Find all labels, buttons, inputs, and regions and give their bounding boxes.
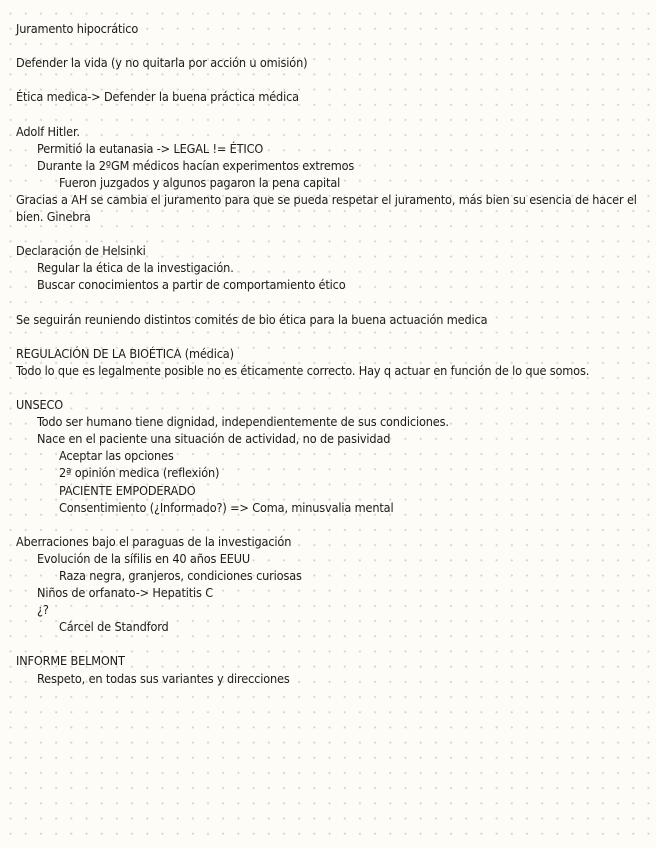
note-line: Niños de orfanato-> Hepatitis C (37, 585, 213, 601)
blank-line (16, 37, 642, 54)
note-line: Evolución de la sífilis en 40 años EEUU (37, 550, 251, 566)
blank-line (16, 635, 642, 652)
note-heading: INFORME BELMONT (16, 653, 125, 669)
note-line: Gracias a AH se cambia el juramento para que se pueda respetar el juramento, más bien su esencia de hacer el bien. Ginebra (16, 191, 641, 225)
blank-line (16, 105, 642, 122)
note-line: PACIENTE EMPODERADO (59, 482, 196, 498)
note-line: Fueron juzgados y algunos pagaron la pena capital (59, 174, 341, 190)
note-line: Ética medica-> Defender la buena práctica médica (16, 89, 299, 105)
note-line: Aceptar las opciones (59, 448, 174, 464)
note-heading: UNSECO (16, 397, 64, 413)
blank-line (16, 516, 642, 533)
note-title: Juramento hipocrático (16, 21, 139, 36)
blank-line (16, 294, 642, 311)
note-line: Todo lo que es legalmente posible no es éticamente correcto. Hay q actuar en función de lo que somos. (16, 362, 590, 378)
note-heading: Adolf Hitler. (16, 123, 80, 139)
blank-line (16, 71, 642, 88)
note-line: Defender la vida (y no quitarla por acción u omisión) (16, 55, 308, 71)
note-heading: Declaración de Helsinki (16, 243, 146, 259)
note-line: Se seguirán reuniendo distintos comités de bio ética para la buena actuación medica (16, 311, 488, 327)
note-line: Respeto, en todas sus variantes y direcciones (37, 670, 290, 686)
note-line: Permitió la eutanasia -> LEGAL != ÉTICO (37, 140, 264, 156)
blank-line (16, 379, 642, 396)
note-heading: Aberraciones bajo el paraguas de la investigación (16, 533, 292, 549)
note-line: Regular la ética de la investigación. (37, 260, 234, 276)
blank-line (16, 225, 642, 242)
note-line: ¿? (37, 602, 49, 618)
note-line: Durante la 2ºGM médicos hacían experimentos extremos (37, 157, 355, 173)
blank-line (16, 328, 642, 345)
note-line: 2ª opinión medica (reflexión) (59, 465, 220, 481)
note-line: Nace en el paciente una situación de actividad, no de pasividad (37, 431, 391, 447)
note-line: Buscar conocimientos a partir de comportamiento ético (37, 277, 346, 293)
note-heading: REGULACIÓN DE LA BIOÉTICA (médica) (16, 345, 234, 361)
note-line: Cárcel de Standford (59, 619, 169, 635)
note-line: Todo ser humano tiene dignidad, independientemente de sus condiciones. (37, 414, 449, 430)
note-line: Consentimiento (¿Informado?) => Coma, minusvalia mental (59, 499, 394, 515)
note-line: Raza negra, granjeros, condiciones curiosas (59, 568, 302, 583)
